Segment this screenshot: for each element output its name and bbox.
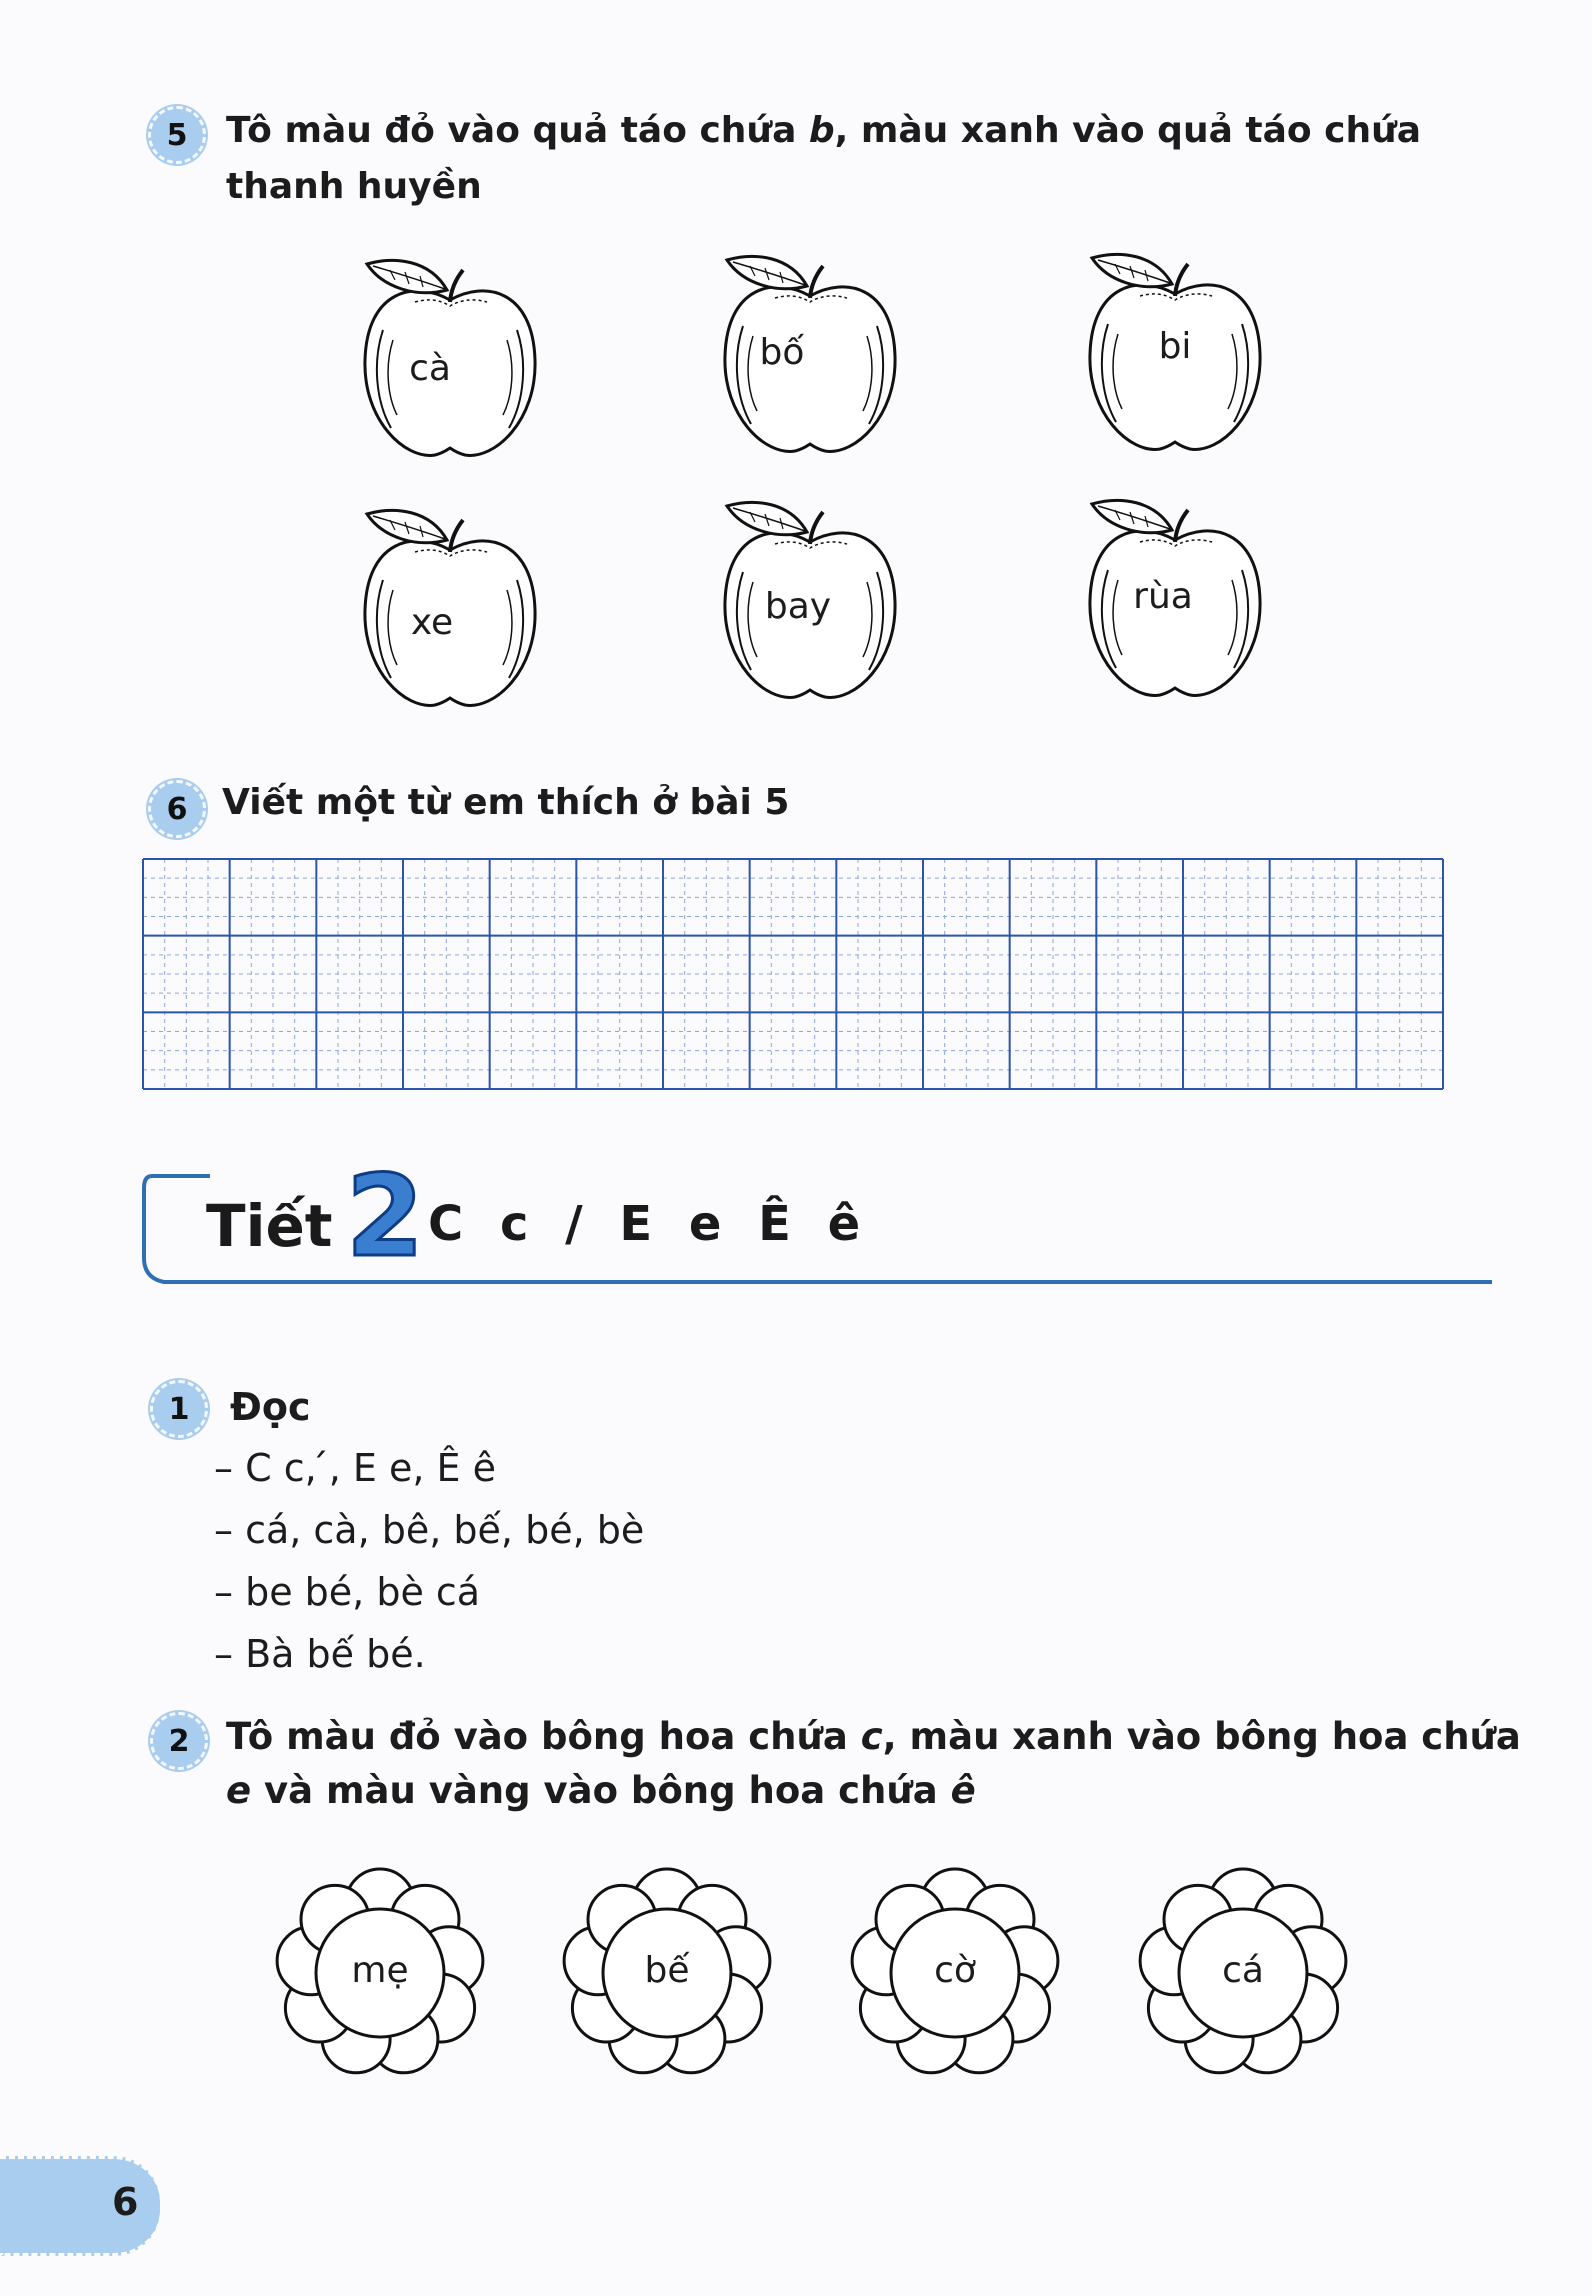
exercise-5-letter-b: b [808, 110, 835, 151]
flower-word-2: bế [644, 1950, 690, 1991]
reading-badge: 1 [150, 1380, 208, 1438]
exercise-5-instruction-line2: thanh huyền [226, 166, 482, 207]
apple-word-3: bi [1158, 326, 1192, 367]
lesson-prefix: Tiết [206, 1192, 333, 1260]
exercise-2-letter-c: c [860, 1715, 883, 1758]
apple-word-6: rùa [1133, 576, 1193, 617]
exercise-6-badge: 6 [148, 780, 206, 838]
exercise-2-letter-e: e [226, 1769, 252, 1812]
reading-title: Đọc [230, 1385, 311, 1429]
exercise-2-text-c: và màu vàng vào bông hoa chứa [251, 1769, 951, 1812]
flower-word-1: mẹ [351, 1950, 409, 1991]
writing-grid[interactable] [140, 856, 1446, 1092]
reading-line-3: – be bé, bè cá [214, 1570, 481, 1614]
flower-word-3: cờ [934, 1950, 976, 1991]
exercise-2-text-b: , màu xanh vào bông hoa chứa [882, 1715, 1521, 1758]
exercise-5-instruction [226, 104, 1421, 158]
exercise-6-instruction: Viết một từ em thích ở bài 5 [222, 782, 790, 823]
exercise-5-text-a: Tô màu đỏ vào quả táo chứa [226, 110, 809, 151]
exercise-2-instruction [226, 1710, 1521, 1764]
apple-word-2: bố [759, 332, 805, 373]
apple-word-5: bay [764, 586, 832, 627]
exercise-2-instruction-line2 [226, 1764, 976, 1818]
apple-word-1: cà [409, 348, 451, 389]
page-number: 6 [112, 2180, 139, 2224]
reading-line-2: – cá, cà, bê, bế, bé, bè [214, 1508, 645, 1552]
flower-word-4: cá [1222, 1950, 1264, 1991]
apple-word-4: xe [410, 602, 454, 643]
lesson-title: C c / E e Ê ê [428, 1196, 871, 1252]
reading-line-1: – C c, ́, E e, Ê ê [214, 1446, 496, 1490]
exercise-2-letter-ee: ê [950, 1769, 976, 1812]
reading-line-4: – Bà bế bé. [214, 1632, 426, 1676]
exercise-5-text-c: , màu xanh vào quả táo chứa [834, 110, 1422, 151]
exercise-5-badge: 5 [148, 106, 206, 164]
exercise-2-text-a: Tô màu đỏ vào bông hoa chứa [226, 1715, 861, 1758]
lesson-number: 2 [346, 1152, 424, 1282]
exercise-2-badge: 2 [150, 1712, 208, 1770]
